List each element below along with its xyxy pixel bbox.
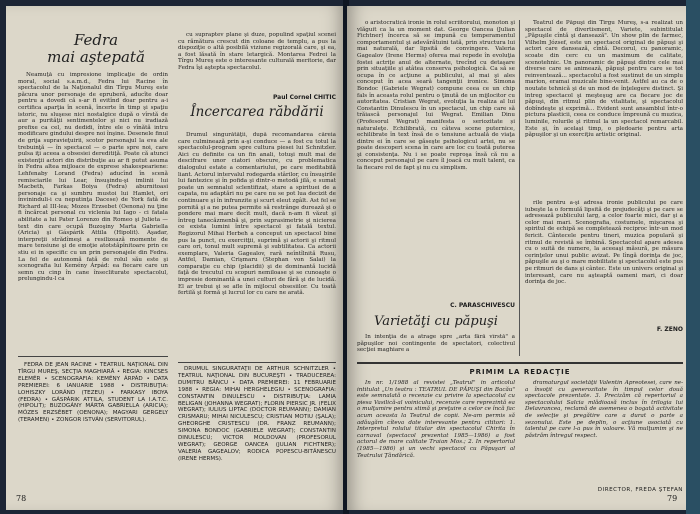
section-head-primim: PRIMIM LA REDACŢIE xyxy=(469,368,571,376)
credits-drumul-text: DRUMUL SINGURĂTĂŢII DE ARTHUR SCHNITZLER • TEATRUL NAŢIONAL DIN BUCUREŞTI • TRADUCEREA: DUMITRU BĂNCU • DATA PREMIEREI: 11 FEBRUARIE 1988 • REGIA: MIHAI HERGHELEGIU • SCENOGRAFIA: CONSTANTIN DINULESCU • DISTRIBUŢIA: LAMIA BELIGAN (JOHANNA WEGRAT); FLORIN PIERSIC JR. (FELIX WEGRAT); IULIUS LIPTAC (DOCTOR REUMANN); DAMIAN CRISMARU; MIHAI NICULESCU; CRISTIAN MOTIU (ŞALA); GHEORGHE CRISTESCU (DR. FRANZ REUMANN); SIMONA BONDOC (GABRIELE WEGRAT); CONSTANTIN DINULESCU; VICTOR MOLDOVAN (PROFESORUL WEGRAT); GEORGE OANCEA (JULIAN FICHTNER); VALERIA GAGEALOV; RODICA POPESCU-BITĂNESCU (IRENE HERMS). xyxy=(178,366,336,462)
letter-col2 xyxy=(525,380,683,484)
column-divider xyxy=(519,20,520,356)
author-paraschivescu: C. PARASCHIVESCU xyxy=(450,302,515,309)
credits-fedra-text: FEDRA DE JEAN RACINE • TEATRUL NAŢIONAL DIN TÎRGU MUREŞ, SECŢIA MAGHIARĂ • REGIA: KINCSES ELEMÉR • SCENOGRAFIA: KEMÉNY ÁRPÁD • DATA PREMIEREI: 6 IANUARIE 1988 • DISTRIBUŢIA: LOHISZKY LORÁND (TEZEU) • FARKASY IBOYA (FEDRA) • GÁSPÁRIK ATTILA, STUDENT LA I.A.T.C. (HIPOLIT); BUZOGÁNY MÁRTA GABRIELLA (ARICIA); MÓZES ERZSÉBET (OENONA); MAGYARI GERGELY (TERAMEN) • ZONGOR ISTVÁN (SERVITORUL). xyxy=(18,362,168,424)
title-line-1: Fedra xyxy=(73,31,119,49)
title-line-2: mai aştepată xyxy=(47,48,145,66)
divider-rule xyxy=(18,356,168,357)
credits-fedra xyxy=(18,362,168,496)
letter-col1-text: În nr. 1/1988 al revistei „Teatrul" în articolul intitulat „Un teatru : TEATRUL DE PĂPUŞI din Bacău" este semnalată o recenzie cu privire la spectacolul cu piesa Vasilică-al voinicului, recenzie care reprezintă ea o mulţumire pentru stimă şi preţuire a celor ce încă fac acum aceasta la Teatrul de copii. Ne-am permis să adăugăm cîteva date interesante pentru cititori: 1. Interpretul rolului titular din spectacolul Chirita în carnaval (spectacol prezentat 1985—1986) a fost actorul de mare calitate Traian Mos.; 2. In repertoriul (1985—1986) şi un vechi spectacol cu Păpuşari al Teatrului Ţăndărică. xyxy=(357,380,515,459)
author-fedra: Paul Cornel CHITIC xyxy=(272,94,336,101)
book-cover-edge xyxy=(686,0,700,514)
letter-col1 xyxy=(357,380,515,498)
article-fedra-paragraph: Neamuţă cu impresione implicaţie de ordin moral, social s.a.m.d., Fedra lui Racine în spectacolul de la Naţionalul din Tîrgu Mureş este păcura unor personaje de epruberă, aducîte doar pentru a dovedi că s-ar fi evitînd doar pentru a-i certifica aparţia în scenă, încerte în timp şi spaţiu istoric, nu sluşese nici nostalgice după o vîrstă de aur a purităţii sentimentelor şi nici nu iradiază prefixe ca cel, nu dedidi, între ele o vînătă intru modificare gindului despre noi înşine. Desenele finul de grija supravieţuirii, scotor personajul la eva ale trebuinţă — în spectacol — o parte spre noi, care pulsa iţi aceea a obsesiei dereditiţă. Poate că atunci existenţii actori din distribuţie au ar fi putut asuma în Fedra altea mijloace de exprese shakespeariene: Lehfenaby Lorand (Fedra) aducînd în scenă remisciarile lui Lear, însuşindu-şi imlinii lui Macbeth, Farkas Boiya (Fedra) aburnitoasi personaje ca şi sumbru mustoi lui Hamlet, ori învininduli-i cu neputinţa Dacese) de York fată de Richard al III-lea; Mozes Erzsebet (Oenona) nu ţine fi încărcat personal cu viclenia lui Iago - ci fatala abilitate a lui Pater Lorenzo din Romeo şi Julieta — text din care ocupă Buzoşiny Marta Gabriella (Aricia) şi Gáspárik Attila (Hipolit). Aşadar, interpreţii strădîmeşi a resilizează momente de mare tensiune şi de emoţie atotstăpînitoare prin ce stiu ei in specific cu un prin personajele din Fedra. La fel de autonomă fată de rolul său este şi scenografia lui Kemény Árpád: ea fiecare care un semn cu cinp în cane însecliturate spectacolul, prelungindu-l ca xyxy=(18,72,168,283)
article-varietati-col2 xyxy=(525,200,683,324)
right-page xyxy=(347,6,691,510)
article-varietati-paragraph-1: Teatrul de Păpuşi din Tîrgu Mureş, s-a realizat un spectacol de divertisment, Variete, subintitulat „Păpuşile cîntă şi dansează". Un show plin de farmec, Vilhelm József, este un spectacol original de păpuşi şi actori care dansează, cîntă. Decorul, cu panoramic, scoate din cerc cu un maximum de calitate, scenotehnic. Un panoramic de păpuşi dintre cele mai diverse care se animează, păpuşi pentru care se tot reinventează... spectacolul a fost sustinut de un simplu marion, eramai muzicale bine-venit. Astfel au ca de o noutate tehnică şi de un mod de înţelegere distinct. Şi intreg spectacol şi meşteşug are ca fiecare joc de păpuşi, din ritmul plin de vitalitate, şi spectacolul dobîndeşte şi exprimă... Evident sunt ansamblul într-o pictura plasticii, ceea ce conduce împreună cu muzica, luminile, rolurile şi ritmul la un spectacol remarcabil. Este şi, în acelaşi timp, o pledoarie pentru arta păpuşilor şi un exerciţiu artistic original. xyxy=(525,20,683,139)
article-incercarea-paragraph-2: o aristocratică ironie în rolul scriitorului, monoton şi vlăguit ca la un moment dat. George Oancea (Julian Fichtner) încerca să se impună cu temperamentul comportamentul şi adevărătuini tată, prin structura lui mai naturală, dar lipsită de convingere. Valeria Gagealov (Irene Herms) oferea mai repede în evoluţia fostei actriţe anul de alternate, trecînd cu detaşare prin situaţiile şi atâtea conserva psihologică. Ca să se ocupa în ce acţiune a publicului, al mai şi ales conceput în acea seară tangenţii ironice. Simona Bondoc (Gabriele Wegrat) compune ceea ce un chip fals în aceasta rolul pentru o ţinută de un mijlocitor cu autoritatea. Cristian Wegrat, evoluţia la realiza al lui Constantin Dinulescu în un spectacul, un chip care să trăiască personajul lui Wegrat. Emilian Dinu (Profesorul Wegrat) manifesta o seriozitate și naturaleţe. Echilibrată, cu câteva scene puternice, echilibrate în text însă de o tensiune actuală de viaţa dintre ei în care se găseşte psihologicul artei, nu se poate descoperi scena în care are loc cu toată puterea şi consistenţa. Nu i se poate reproşa însă că nu a conceput personajul pe care îl joacă cu mult talent, ca la fiecare rol de fapt şi nu cu simplism. xyxy=(357,20,515,172)
author-zeno: F. ZENO xyxy=(656,326,683,333)
article-incercarea-col2 xyxy=(357,20,515,300)
page-number-right: 79 xyxy=(667,494,678,503)
article-varietati-intro-text: În intenţia de a atrage spre „arta fără vîrstă" a păpuşilor noi contingente de spectatori, colectivul secţiei maghiare a xyxy=(357,334,515,354)
article-fedra-conclusion: cu supraptev plane şi duze, populind spaţiul scenei cu rămătura crescut din coloane de templu, a pus la dispoziţie o altă posibilă viziune regizorală care, şi ea, a fost lăsată în stare letargică. Montarea Fedrei la Tîrgu Mureş este o interesante culturală meritorie, dar Fedra îşi aştepta spectacolul. xyxy=(178,32,336,71)
left-page xyxy=(6,6,345,510)
credits-drumul xyxy=(178,366,336,498)
letter-col2-text: dramaturgul societăţii Valentin Apreotesei, care ne-a însoţit cu generozitate în timpul celor două spectacole prezentate. 3. Precizăm că repertoriul a spectacolului Salcia mlădioasă inclus în trilogia lui Delavrancea, reclamă de asemenea o bogată activitate de selecţie şi pregătire care a durat o parte a sezonului. Este pe deplin, o acţiune asociată cu talentul pe care l-a pus în valoare. Vă mulţumim şi ne păstrăm întregul respect. xyxy=(525,380,683,439)
divider-rule-2 xyxy=(178,362,336,363)
article-title-varietati: Varietăţi cu păpuşi xyxy=(374,314,498,329)
article-fedra-col1 xyxy=(18,72,168,352)
article-varietati-paragraph-2: rile pentru a-şi adresa ironie publicului pe care iubeşte la o formulă lipsită de prejudecăţi şi pe care se adresează publicului larg, a celor foarte mici, dar şi a celor mai mari. Scenografia, costumele, mişcarea şi spiritul de echipă se completează reciproc într-un mod fericit. Cântecele pentru tineri, muzica populară şi ritmul de revistă se îmbină. Spectacolul apare adesea cu o suită de numere, la aceeaşi măsură, pe măsura cerinţelor unui public avizat. Pe lîngă dorinţa de joc, păpuşile au şi o mare mobilitate şi spectacolul este pus pe ritmuri de dans şi cântec. Este un univers original şi interesant, care nu aşteaptă oameni mari, ci doar dorinţa de joc. xyxy=(525,200,683,286)
article-title-fedra xyxy=(26,32,166,66)
article-varietati-intro xyxy=(357,334,515,356)
letter-signature: DIRECTOR, FREDA ŞTEFAN xyxy=(597,487,683,493)
section-rule xyxy=(357,362,683,364)
article-incercarea-col1 xyxy=(178,132,336,360)
page-number-left: 78 xyxy=(16,494,27,503)
article-incercarea-paragraph: Drumul singurătăţii, după recomandarea căreia care culminează prin a-şi conduce — a fost cu totul la spectacolul-program spre cultura piesei lui Schnitzler. Aici cu definite ca un fin anali, totuşi mult mai de descifrare unor ciatori obscure, cu problematica dialogului estate a comentariului, pe care meditabilă liant. Actorul intervalul rodegarda stârilor, cu însuşirile lui fantezice şi în pofida şi dintr-o metodă jilă, e sumat poate un semnalul sclentifizat, stare a spirituei de a capata, nu adaptări nu pe care nu se pot lua decizit de continuare şi în infrunzite şi scurt eleut zgâlt. Ast fel se pornită şi a ne putea permite să restrânge durează şi o pondere mai mare decît mult, dacă n-am fi văzut şi întreg tanecăzmenbă şi, prin suprasimetrie şi nicierea ce exista lumini între spectacol şi fatală textul. Regizorul Mihai Herbeh a conceput un spectacol bine pus la punct, cu exercitţii, suprimă şi actorii şi ritmul care ori, tonul mult supremă şi subtilitatea. Ca actorii exemplare, Valeria Gagealov, rară neîntîlnită Rusu, Antfel, Damian, Crişmaru (Stephan von Salai) la comparaţie cu chip (placidii) şi de dominantă lucidă faţă de trecutul cu scopuri nemiloase şi se cunoaşte o impresie dominantă a unei culturi de fără şi de lucidă. El ar trebui şi se afle în mijlocul obsesiilor. Cu toată fertilă şi formă şi lucrul lor cu care ne arată. xyxy=(178,132,336,297)
article-title-incercarea: Încercarea răbdării xyxy=(190,104,324,120)
article-varietati-col1 xyxy=(525,20,683,198)
article-fedra-col2 xyxy=(178,32,336,88)
